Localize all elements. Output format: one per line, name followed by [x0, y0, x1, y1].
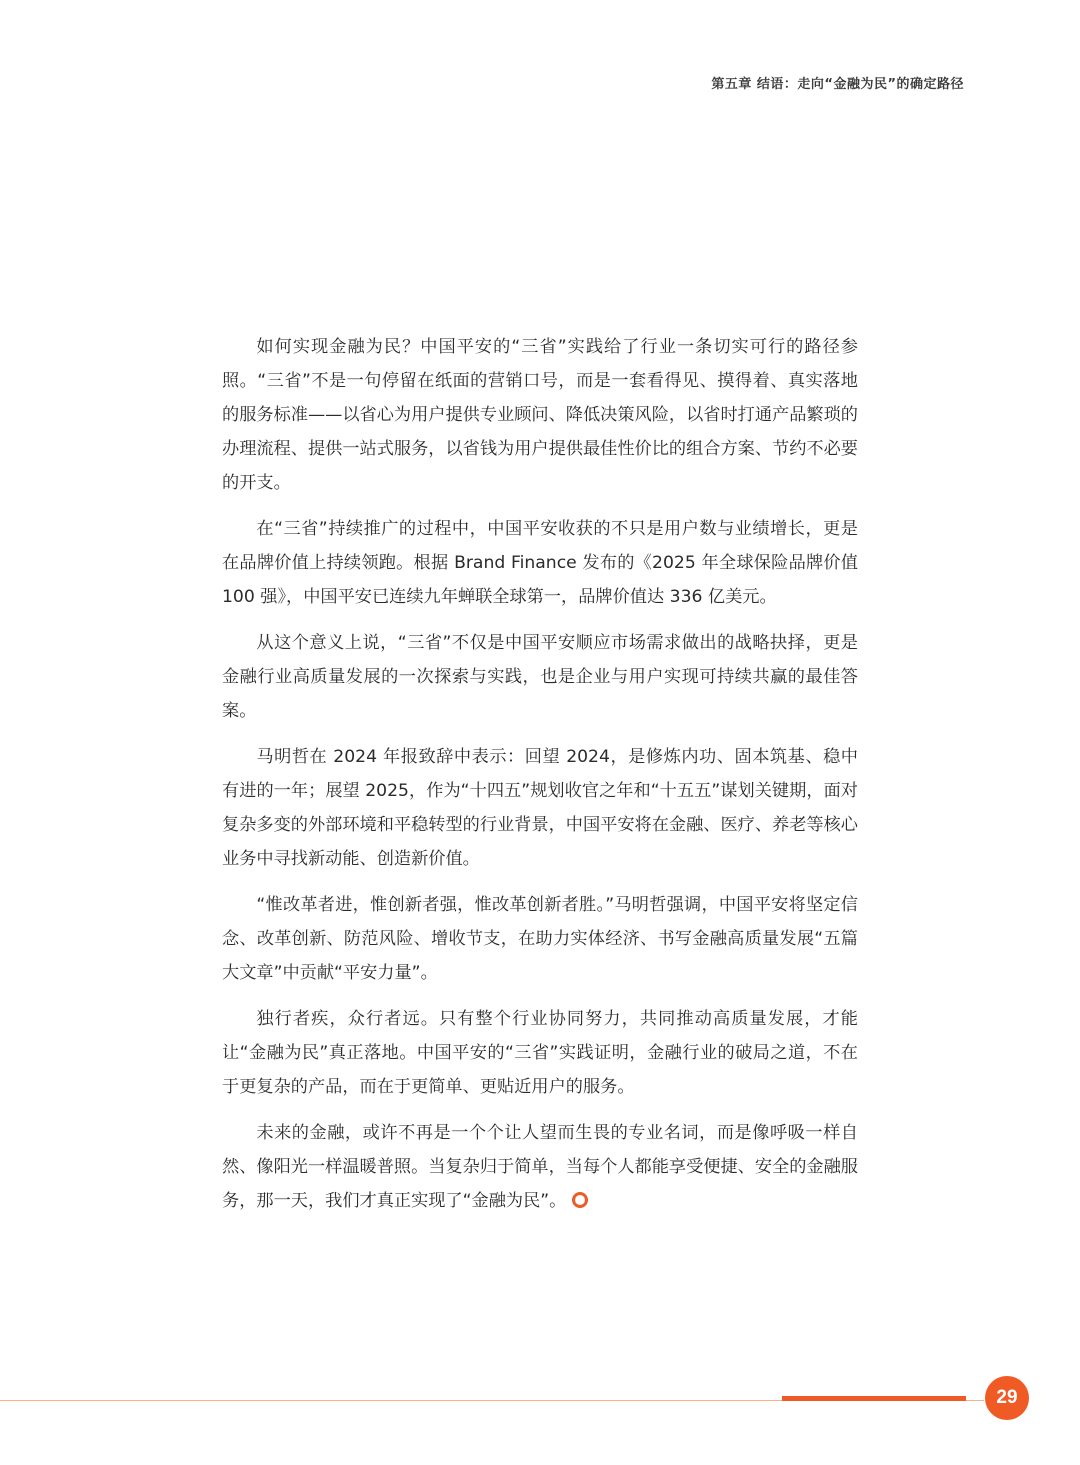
- paragraph-6: 独行者疾，众行者远。只有整个行业协同努力，共同推动高质量发展，才能让“金融为民”真正落地。中国平安的“三省”实践证明，金融行业的破局之道，不在于更复杂的产品，而在于更简单、更贴近用户的服务。: [222, 1009, 858, 1097]
- paragraph-7: [222, 1116, 858, 1218]
- article-body: [222, 330, 858, 1230]
- paragraph-4: 马明哲在 2024 年报致辞中表示：回望 2024，是修炼内功、固本筑基、稳中有进的一年；展望 2025，作为“十四五”规划收官之年和“十五五”谋划关键期，面对复杂多变的外部环境和平稳转型的行业背景，中国平安将在金融、医疗、养老等核心业务中寻找新动能、创造新价值。: [222, 747, 858, 869]
- paragraph-2: 在“三省”持续推广的过程中，中国平安收获的不只是用户数与业绩增长，更是在品牌价值上持续领跑。根据 Brand Finance 发布的《2025 年全球保险品牌价值 100 强》，中国平安已连续九年蝉联全球第一，品牌价值达 336 亿美元。: [222, 519, 858, 607]
- paragraph-7-text: 未来的金融，或许不再是一个个让人望而生畏的专业名词，而是像呼吸一样自然、像阳光一样温暖普照。当复杂归于简单，当每个人都能享受便捷、安全的金融服务，那一天，我们才真正实现了“金融为民”。: [222, 1123, 858, 1211]
- paragraph-5: “惟改革者进，惟创新者强，惟改革创新者胜。”马明哲强调，中国平安将坚定信念、改革创新、防范风险、增收节支，在助力实体经济、书写金融高质量发展“五篇大文章”中贡献“平安力量”。: [222, 895, 858, 983]
- footer-accent-bar: [782, 1396, 966, 1401]
- end-of-article-icon: [572, 1192, 588, 1208]
- page-number-badge: 29: [985, 1376, 1029, 1420]
- paragraph-1: 如何实现金融为民？中国平安的“三省”实践给了行业一条切实可行的路径参照。“三省”不是一句停留在纸面的营销口号，而是一套看得见、摸得着、真实落地的服务标准——以省心为用户提供专业顾问、降低决策风险，以省时打通产品繁琐的办理流程、提供一站式服务，以省钱为用户提供最佳性价比的组合方案、节约不必要的开支。: [222, 337, 858, 493]
- running-header: 第五章 结语：走向“金融为民”的确定路径: [711, 77, 964, 92]
- paragraph-3: 从这个意义上说，“三省”不仅是中国平安顺应市场需求做出的战略抉择，更是金融行业高质量发展的一次探索与实践，也是企业与用户实现可持续共赢的最佳答案。: [222, 633, 858, 721]
